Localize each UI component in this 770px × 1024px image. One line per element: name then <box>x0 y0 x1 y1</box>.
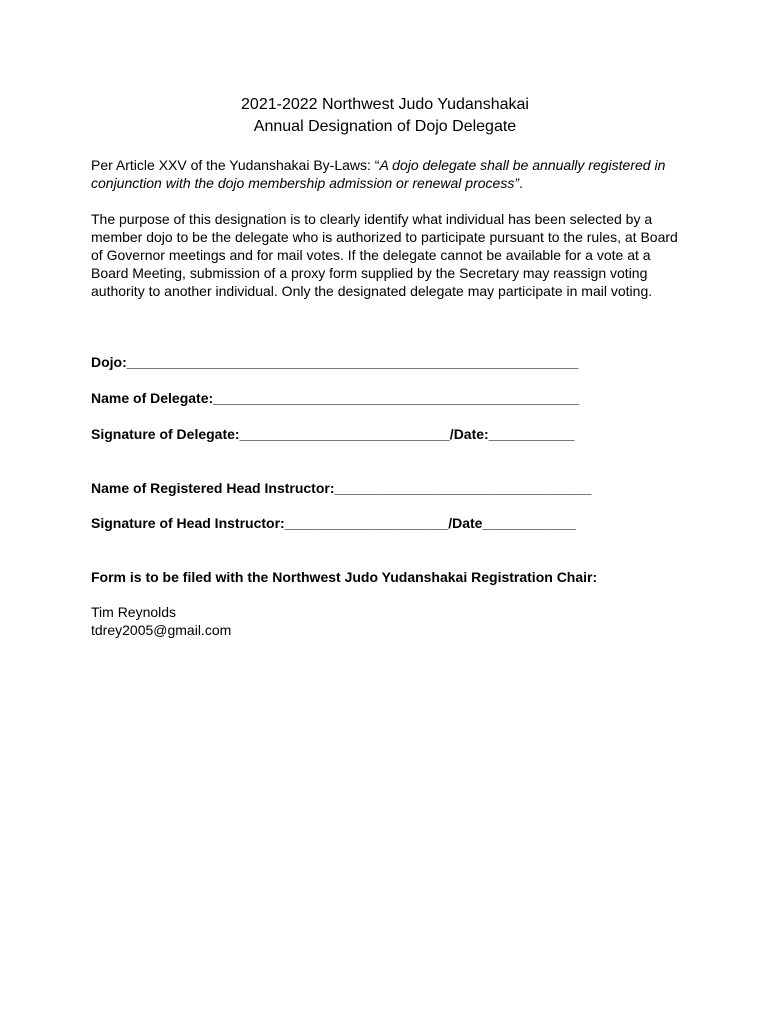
purpose-paragraph: The purpose of this designation is to clearly identify what individual has been selected by a member dojo to be the delegate who is authorized to participate pursuant to the rules, at Board of Governor meetings and for mail votes. If the delegate cannot be available for a vote at a Board Meeting, submission of a proxy form supplied by the Secretary may reassign voting authority to another individual. Only the designated delegate may participate in mail voting. <box>91 211 678 299</box>
bylaws-quote: A dojo delegate shall be annually registered in conjunction with the dojo membership admission or renewal process” <box>91 157 666 191</box>
dojo-field[interactable]: Dojo:__________________________________________________________ <box>91 354 579 370</box>
contact-block <box>91 603 231 639</box>
page-title <box>0 94 770 138</box>
delegate-signature-field[interactable]: Signature of Delegate:___________________________/Date:___________ <box>91 426 575 442</box>
bylaws-prefix: Per Article XXV of the Yudanshakai By-Laws: “ <box>91 157 380 173</box>
title-line-2: Annual Designation of Dojo Delegate <box>253 118 517 135</box>
filing-instruction: Form is to be filed with the Northwest Judo Yudanshakai Registration Chair: <box>91 569 598 585</box>
head-instructor-signature-field[interactable]: Signature of Head Instructor:_____________________/Date____________ <box>91 515 576 531</box>
title-line-1: 2021-2022 Northwest Judo Yudanshakai <box>241 96 529 113</box>
bylaws-suffix: . <box>518 175 523 191</box>
head-instructor-name-field[interactable]: Name of Registered Head Instructor:_________________________________ <box>91 480 592 496</box>
contact-name: Tim Reynolds <box>91 604 177 620</box>
delegate-name-field[interactable]: Name of Delegate:_______________________________________________ <box>91 390 580 406</box>
contact-email: tdrey2005@gmail.com <box>91 622 232 638</box>
bylaws-paragraph <box>91 156 691 192</box>
